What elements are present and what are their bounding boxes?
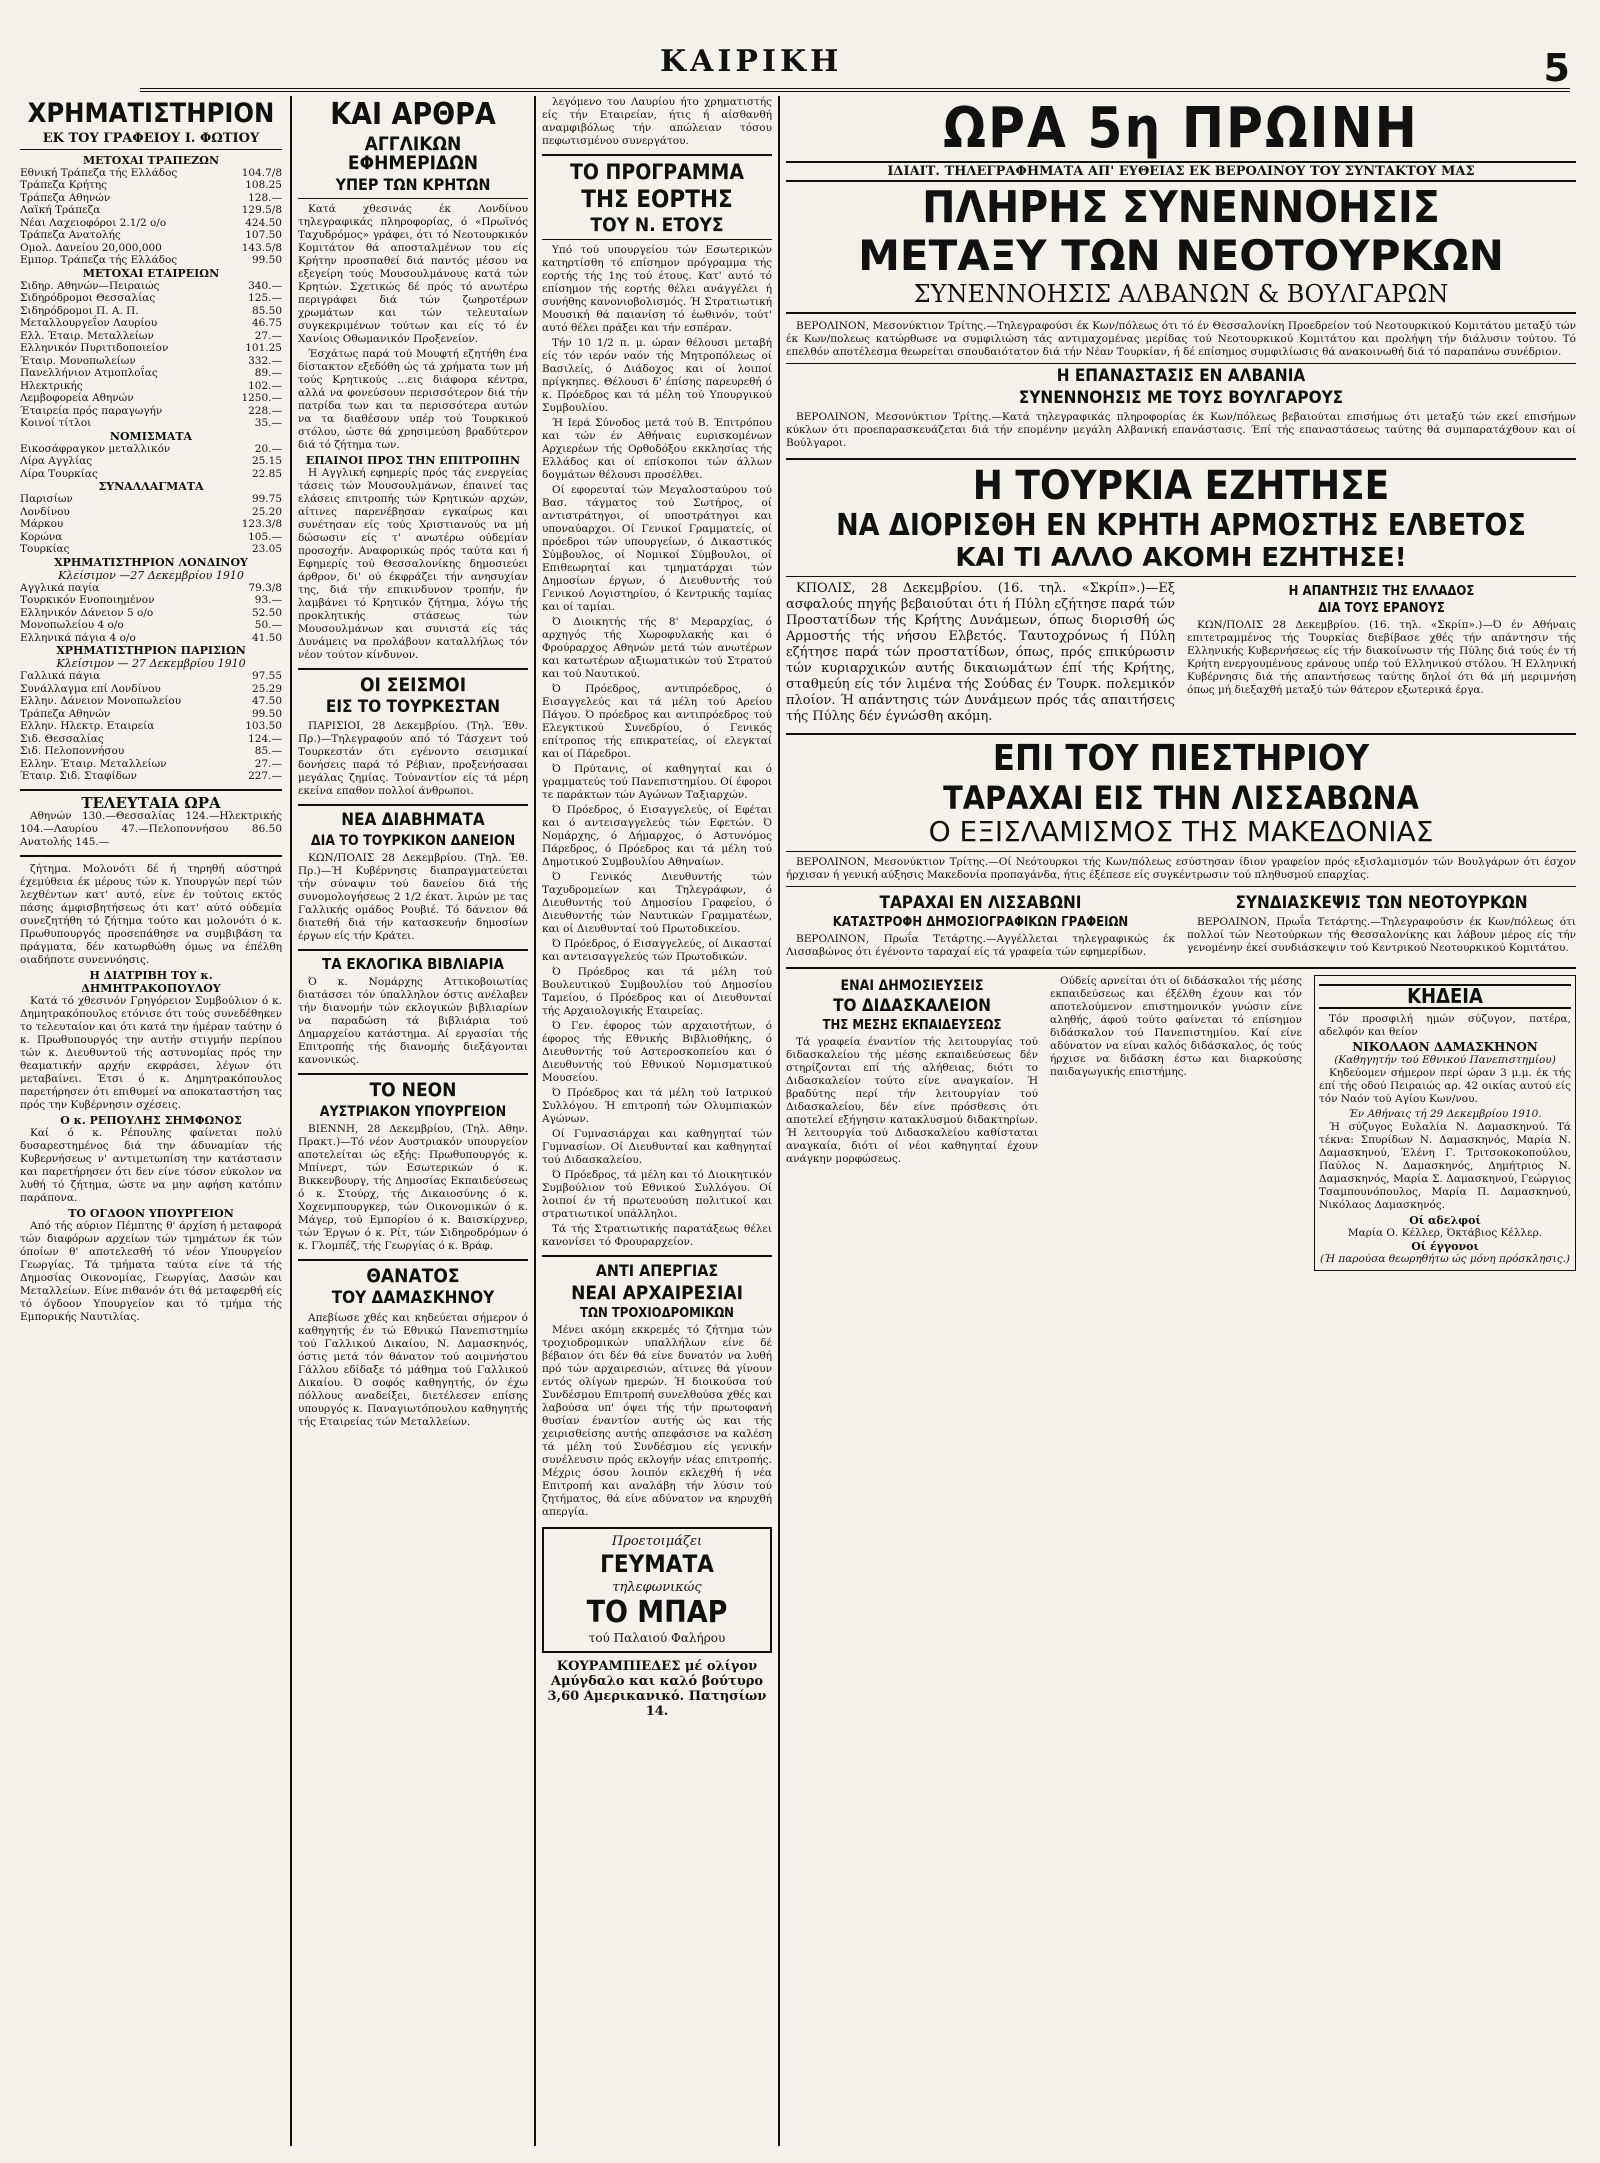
market-item-name: Σιδ. Θεσσαλίας bbox=[20, 732, 104, 745]
column-three bbox=[542, 96, 772, 2146]
market-item-name: Εικοσάφραγκον μεταλλικόν bbox=[20, 442, 171, 455]
market-item-name: Ομολ. Δανείου 20,000,000 bbox=[20, 241, 162, 254]
ad-line: Προετοιμάζει bbox=[611, 1534, 703, 1550]
article-text: Ό Πρύτανις, οί καθηγηταί και ό γραμματεύς τού Πανεπιστημίου. Οί έφοροι τε παράκτων τών Αγώνων Ταξιαρχών. bbox=[542, 763, 772, 802]
market-row bbox=[20, 745, 282, 758]
news-lisbon bbox=[786, 891, 1175, 962]
headline-teacher-school: ΤΟ ΔΙΔΑΣΚΑΛΕΙΟΝ bbox=[833, 995, 991, 1016]
article-text: Ό Πρόεδρος και τά μέλη τού Ιατρικού Συλλόγου. Ή επιτροπή τών Ολυμπιακών Αγώνων. bbox=[542, 1087, 772, 1126]
market-item-name: Ελληνικόν Πυριτιδοποιείον bbox=[20, 342, 169, 355]
market-row bbox=[20, 619, 282, 632]
headline-cretans: ΥΠΕΡ ΤΩΝ ΚΡΗΤΩΝ bbox=[335, 175, 491, 195]
article-text: Κατά τό χθεσινόν Γρηγόρειον Συμβούλιον ό κ. Δημητρακόπουλος ετόνισε ότι τούς συνεδέθηκεν το τελευταίον και ότι κατά την ήμέραν ταύτην ό κ. Πρωθυπουργός την αυτήν στιγμήν περίπου τών κ. Διευθυντοϋ τής αστυνομίας πρός την θεαματικήν αρχήν εκφράσει, λέγων ότι μεταβαίνει. Έτσι ό κ. Δημητρακόπουλος παρετήρησεν ότι επιθυμεί να αποκαταστήση τας πρός την Κυβέρνησιν σχέσεις. bbox=[20, 994, 282, 1111]
market-item-value: 25.29 bbox=[251, 682, 282, 695]
headline-tram-workers: ΤΩΝ ΤΡΟΧΙΟΔΡΟΜΙΚΩΝ bbox=[580, 1305, 734, 1321]
headline-earthquakes: ΟΙ ΣΕΙΣΜΟΙ bbox=[359, 673, 467, 696]
headline-on-press: ΕΠΙ ΤΟΥ ΠΙΕΣΤΗΡΙΟΥ bbox=[992, 737, 1370, 779]
article-text: Ό Πρόεδρος, ό Εισαγγελεύς, οί Δικασταί και αντεισαγγελεύς τών Πρωτοδικών. bbox=[542, 938, 772, 964]
market-item-name: Συνάλλαγμα επί Λονδίνου bbox=[20, 682, 161, 695]
market-row bbox=[20, 179, 282, 192]
obituary-family: Ή σύζυγος Ευλαλία Ν. Δαμασκηνού. Τά τέκνα: Σπυρίδων Ν. Δαμασκηνός, Μαρία Ν. Δαμασκηνού, Έλένη Γ. Τριτσοκοκοπούλου, Παύλος Ν. Δαμασκηνός, Δημήτριος Ν. Δαμασκηνός, Μαρία Σ. Δαμασκηνού, Γεώργιος Τσαμπουνόπουλος, Μαρία Π. Δαμασκηνού, Νικόλαος Δαμασκηνός. bbox=[1319, 1120, 1571, 1211]
article-text: ΒΕΡΟΛΙΝΟΝ, Πρωΐα Τετάρτης.—Τηλεγραφούσιν έκ Κων/πόλεως ότι πολλοί τών Νεοτούρκων τής Θεσσαλονίκης και λάβουν μέρος είς τήν γενομένην έκεί συνδιάσκεψιν τού Κεντρικού Νεοτουρκικού Κομιτάτου. bbox=[1187, 916, 1576, 955]
headline-new-elections: ΝΕΑΙ ΑΡΧΑΙΡΕΣΙΑΙ bbox=[571, 1281, 743, 1304]
article-text: Η Αγγλική εφημερίς πρός τάς ενεργείας τάσεις τών Μουσουλμάνων, έπαινεί τας ελάσεις επιτροπής τών Κρητικών αρχών, αίτινες παρενέβησαν εγκαίρως και συνέτησαν είς τούς Χριστιανούς να μή δώσωσιν είς τ' ανωτέρω ούδεμίαν προσοχήν. Αναφορικώς πρός ταύτα και ή Εφημερίς τού Θεσσαλονίκης δημοσιεύει άρθρον, δι' ού έκφράζει τήν ανησυχίαν της, διά τήν επικινδυνον τροπήν, ήν λαμβάνει τό Κρητικόν ζήτημα, λόγω τής προκλητικής στάσεως τών Μουσουλμάνων και συνιστά είς τάς Δυνάμεις να προλάβουν καταλλήλως τόν νέον τούτον κίνδυνον. bbox=[298, 466, 528, 661]
headline-full-agreement: ΠΛΗΡΗΣ ΣΥΝΕΝΝΟΗΣΙΣ bbox=[922, 182, 1440, 234]
market-item-name: Λίρα Αγγλίας bbox=[20, 455, 93, 468]
market-item-value: 103.50 bbox=[245, 720, 282, 733]
article-text: Οί Γυμνασιάρχαι και καθηγηταί τών Γυμνασίων. Οί Διευθυνταί και καθηγηταί τού Διδασκαλείου. bbox=[542, 1128, 772, 1167]
article-text: ΒΕΡΟΛΙΝΟΝ, Πρωΐα Τετάρτης.—Αγγέλλεται τηλεγραφικώς έκ Λισσαβώνος ότι έγένοντο ταραχαί είς τά γραφεία τών εφημερίδων. bbox=[786, 933, 1175, 959]
article-text: Ό Πρόεδρος, τά μέλη και τό Διοικητικόν Συμβούλιον τού Εθνικού Συλλόγου. Οί λοιποί έν τή πρωτευούση πολιτικοί και στρατιωτικοί υπάλληλοι. bbox=[542, 1169, 772, 1221]
market-item-name: Σιδηρ. Αθηνών—Πειραιώς bbox=[20, 279, 160, 292]
market-item-name: Έταιρεία πρός παραγωγήν bbox=[20, 404, 163, 417]
market-item-name: Σιδ. Πελοποννήσου bbox=[20, 745, 125, 758]
column-two bbox=[298, 96, 528, 2146]
market-row bbox=[20, 254, 282, 267]
news-row-1 bbox=[786, 320, 1576, 452]
article-text: Από τής αύριον Πέμπτης θ' άρχίση ή μεταφορά τών διαφόρων αρχείων τών τμημάτων έκ τών όποίων θ' αποτελεσθή τό νέον Υπουργείον Γεωργίας. Τά τμήματα ταύτα είνε τά τής Δημοσίας Οικονομίας, Γεωργίας, Δασών και Μεταλλείων. Είνε πιθανόν ότι θά μεταφερθή είς τό όγδοον Υπουργείον και τό τμήμα τής Εμπορικής Ναυτιλίας. bbox=[20, 1219, 282, 1323]
market-item-value: 27.— bbox=[254, 329, 282, 342]
article-text: Οί εφορευταί τών Μεγαλοσταύρου τού Βασ. τάγματος τού Σωτήρος, οί αντιστράτηγοι, οί υποστράτηγοι και υποναύαρχοι. Οί Γενικοί Γραμματείς, οί πρόεδροι τών υπουργείων, ό Δικαστικός Σύμβουλος, οί Νομικοί Σύμβουλοι, οί Επιθεωρηταί και τμηματάρχαι τών Δημοσίων έργων, ό Διευθυντής τού Γενικού Λογιστηρίου, ό Κεντρικής ταμίας και οί ταμίαι. bbox=[542, 484, 772, 614]
market-item-value: 125.— bbox=[248, 292, 282, 305]
last-hour-text: Αθηνών 130.—Θεσσαλίας 124.—Ηλεκτρικής 104.—Λαυρίου 47.—Πελοποννήσου 86.50 Ανατολής 145.— bbox=[20, 809, 282, 848]
headline-instead-strike: ΑΝΤΙ ΑΠΕΡΓΙΑΣ bbox=[595, 1261, 719, 1281]
market-item-name: Ελλην. Δάνειον Μονοπωλείου bbox=[20, 695, 182, 708]
masthead: ΚΑΙΡΙΚΗ bbox=[660, 44, 843, 79]
article-text: Έσχάτως παρά τού Μουφτή εζητήθη ένα δίστακτον εξεδόθη ώς τά χρήματα των μή τούς Κρητικούς ...εις διάφορα κέντρα, αλλά να φονεύσουν περισσότερον διά τήν πατρίδα των και τα περισσότερα αυτών να τα διαθέσουν υπέρ τού Τουρκικού στόλου, ώστε θά χρησιμεύση βραδύτερον διά τό ζήτημα των. bbox=[298, 347, 528, 451]
header-rule bbox=[140, 88, 1570, 92]
market-row bbox=[20, 443, 282, 456]
article-text: ΚΩΝ/ΠΟΛΙΣ 28 Δεκεμβρίου. (Τηλ. Έθ. Πρ.)—Ή Κυβέρνησις διαπραγματεύεται τήν σύναψιν τού δανείου διά τής συνομολογήσεως 2 1/2 έκατ. λιρών με τας Γαλλικής ομάδος Ρουβιέ. Τό δάνειον θά διατεθή διά τήν κατασκευήν δημοσίων έργων είς τήν Κράτει. bbox=[298, 851, 528, 942]
market-item-name: Ελληνικά πάγια 4 ο/ο bbox=[20, 631, 136, 644]
market-item-value: 47.50 bbox=[251, 695, 282, 708]
market-item-name: Νέαι Λαχειοφόροι 2.1/2 ο/ο bbox=[20, 216, 167, 229]
news-row-3 bbox=[786, 891, 1576, 962]
headline-conference: ΣΥΝΔΙΑΣΚΕΨΙΣ ΤΩΝ ΝΕΟΤΟΥΡΚΩΝ bbox=[1235, 892, 1528, 913]
article-text: Ό Γενικός Διευθυντής τών Ταχυδρομείων και Τηλεγράφων, ό Διευθυντής τού Δημοσίου Γραφείου, ό Διευθυντής τών Ναυτικών Γραμματέων, και οί Διευθυνταί τού Πρωτοδικείου. bbox=[542, 871, 772, 936]
exchange-list bbox=[20, 493, 282, 556]
market-item-value: 85.50 bbox=[251, 304, 282, 317]
market-item-value: 99.50 bbox=[251, 707, 282, 720]
article-text: Ό Πρόεδρος, ό Εισαγγελεύς, οί Εφέται και ό αντεισαγγελεύς τών Εφετών. Ό Νομάρχης, ό Δήμαρχος, ό Αστυνόμος Πάρεδρος, ό Πρόεδρος και τά μέλη τού Δημοτικού Συμβουλίου Αθηναίων. bbox=[542, 804, 772, 869]
article-text: Απεβίωσε χθές και κηδεύεται σήμερον ό καθηγητής έν τώ Εθνικώ Πανεπιστημίω τού Γαλλικού Δικαίου, Ν. Δαμασκηνός, όστις μετά τόν θάνατον τού αοιμνήστου Γάλλου εδίδαξε τό μάθημα τού Γαλλικού Δικαίου. Ό σοφός καθηγητής, όν έχω πόλλους αναδείξει, διετέλεσεν επίσης υπουργός κ. Παναγιωτόπουλου καθηγητής τής Εταιρείας τών Μεταλλείων. bbox=[298, 1311, 528, 1428]
market-item-value: 99.50 bbox=[251, 254, 282, 267]
section-company-shares: ΜΕΤΟΧΑΙ ΕΤΑΙΡΕΙΩΝ bbox=[82, 266, 220, 280]
market-item-value: 424.50 bbox=[245, 216, 282, 229]
stock-exchange-title: ΧΡΗΜΑΤΙΣΤΗΡΙΟΝ bbox=[27, 98, 275, 129]
headline-death: ΘΑΝΑΤΟΣ bbox=[366, 1264, 460, 1287]
market-item-name: Σιδηρόδρομοι Π. Α. Π. bbox=[20, 304, 139, 317]
market-item-name: Τράπεζα Αθηνών bbox=[20, 707, 111, 720]
article-text: λεγόμενο του Λαυρίου ήτο χρηματιστής είς τήν Εταιρείαν, ήτις ή αίσθανθή αναμφιβόλως τήν απώλειαν τόσου πεφωτισμένου συνεργάτου. bbox=[542, 96, 772, 147]
market-row bbox=[20, 695, 282, 708]
market-item-value: 227.— bbox=[248, 770, 282, 783]
market-item-value: 27.— bbox=[254, 757, 282, 770]
market-item-value: 102.— bbox=[248, 379, 282, 392]
obituary-date: Έν Αθήναις τή 29 Δεκεμβρίου 1910. bbox=[1348, 1107, 1542, 1120]
page-number: 5 bbox=[1543, 46, 1570, 90]
article-text: ΚΠΟΛΙΣ, 28 Δεκεμβρίου. (16. τηλ. «Σκρίπ».)—Εξ ασφαλούς πηγής βεβαιούται ότι ή Πύλη εζήτησε παρά τών Προστατίδων τής Κρήτης Δυνάμεων, όπως διορισθή ώς Αρμοστής τής νήσου Ελβετός. Ταυτοχρόνως ή Πύλη εζήτησε παρά τών προστατίδων, όπως, πρός επικύρωσιν τών κυριαρχικών αυτής δικαιωμάτων έπί τής Κρήτης, σταθμεύη είς τόν λιμένα τής Σούδας έν Τουρκ. πολεμικόν πλοίον. Ή απάντησις τών Δυνάμεων πρός τάς απαιτήσεις τής Πύλης δέν έγνώσθη ακόμη. bbox=[786, 580, 1175, 724]
market-item-value: 340.— bbox=[248, 279, 282, 292]
market-row bbox=[20, 518, 282, 531]
market-row bbox=[20, 317, 282, 330]
market-item-name: Λεμβοφορεία Αθηνών bbox=[20, 392, 134, 405]
ad-line: ΤΟ ΜΠΑΡ bbox=[586, 1594, 728, 1630]
market-row bbox=[20, 192, 282, 205]
market-item-name: Γαλλικά πάγια bbox=[20, 670, 101, 683]
market-item-value: 22.85 bbox=[251, 467, 282, 480]
headline-swiss-commissioner: ΝΑ ΔΙΟΡΙΣΘΗ ΕΝ ΚΡΗΤΗ ΑΡΜΟΣΤΗΣ ΕΛΒΕΤΟΣ bbox=[836, 507, 1526, 543]
market-item-value: 20.— bbox=[254, 442, 282, 455]
article-text: Τά τής Στρατιωτικής παρατάξεως θέλει κανονίσει τό Φρουραρχείον. bbox=[542, 1223, 772, 1249]
market-row bbox=[20, 167, 282, 180]
headline-programme: ΤΟ ΠΡΟΓΡΑΜΜΑ bbox=[570, 160, 744, 184]
london-list bbox=[20, 582, 282, 645]
headline-english-papers: ΑΓΓΛΙΚΩΝ ΕΦΗΜΕΡΙΔΩΝ bbox=[347, 132, 479, 174]
article-text: Ό Γεν. έφορος τών αρχαιοτήτων, ό έφορος τής Εθνικής Βιβλιοθήκης, ό Διευθυντής τού Αστεροσκοπείου και ό Διευθυντής τού Εθνικού Νομισματικού Μουσείου. bbox=[542, 1020, 772, 1085]
headline-albania-revolution: Η ΕΠΑΝΑΣΤΑΣΙΣ ΕΝ ΑΛΒΑΝΙΑ bbox=[1056, 366, 1306, 387]
market-item-name: Πανελλήνιον Ατμοπλοΐας bbox=[20, 367, 158, 380]
market-row bbox=[20, 392, 282, 405]
article-text: ΒΕΡΟΛΙΝΟΝ, Μεσονύκτιον Τρίτης.—Οί Νεότουρκοι τής Κων/πόλεως εσύστησαν ίδιον γραφείον πρός εξισλαμισμόν τών Βουλγάρων ότι έσχον ήρχισαν ή γενική αύξησις Μακεδονία προπαγάνδα, ήτις έξέπεσε είς συγκέντρωσιν τού πληθυσμού επαρχίας. bbox=[786, 855, 1576, 881]
obituary-notice bbox=[1314, 975, 1576, 1270]
news-kpolis bbox=[786, 581, 1175, 727]
article-text: Υπό τού υπουργείου τών Εσωτερικών κατηρτίσθη τό επίσημον πρόγραμμα τής εορτής τής 1ης τού έτους. Κατ' αυτό τό επίσημον τής εορτής θέλει ανάγγέλει ή συνήθης κανονιοβολισμός. Ή Στρατιωτική Μουσική θά παιανίση τό έωθινόν, τούτ' αυτό θέλει πράξει και τήν εσπέραν. bbox=[542, 244, 772, 335]
last-hour-title: ΤΕΛΕΥΤΑΙΑ ΩΡΑ bbox=[81, 793, 221, 812]
market-row bbox=[20, 380, 282, 393]
market-item-value: 25.20 bbox=[251, 505, 282, 518]
market-item-name: Έταιρ. Σιδ. Σταφίδων bbox=[20, 770, 137, 783]
column-main-news bbox=[786, 96, 1576, 2146]
market-item-name: Παρισίων bbox=[20, 493, 73, 506]
market-row bbox=[20, 594, 282, 607]
london-subtitle: Κλείσιμον —27 Δεκεμβρίου 1910 bbox=[58, 568, 244, 582]
section-praise: ΕΠΑΙΝΟΙ ΠΡΟΣ ΤΗΝ ΕΠΙΤΡΟΠΗΝ bbox=[305, 453, 521, 467]
market-item-name: Μεταλλουργεΐον Λαυρίου bbox=[20, 317, 158, 330]
paris-subtitle: Κλείσιμον — 27 Δεκεμβρίου 1910 bbox=[56, 657, 246, 671]
news-row-2 bbox=[786, 581, 1576, 727]
page-header bbox=[0, 0, 1600, 90]
section-dimitrakopoulos: Η ΔΙΑΤΡΙΒΗ ΤΟΥ κ. ΔΗΜΗΤΡΑΚΟΠΟΥΛΟΥ bbox=[81, 968, 221, 995]
market-row bbox=[20, 708, 282, 721]
article-text: Καί ό κ. Ρέπουλης φαίνεται πολύ δυσαρεστημένος διά την άδυναμίαν τής Κυβερνήσεως ν' αντιμετωπίση την κατάστασιν και παρετήρησεν ότι δεν είνε τόσον εύκολον να λυθή τό ζήτημα, ώστε να μην αφήση κατόπιν παράπονα. bbox=[20, 1126, 282, 1204]
market-row bbox=[20, 405, 282, 418]
ad-line: ΓΕΥΜΑΤΑ bbox=[600, 1550, 714, 1579]
subheadline-berlin: ΙΔΙΑΙΤ. ΤΗΛΕΓΡΑΦΗΜΑΤΑ ΑΠ' ΕΥΘΕΙΑΣ ΕΚ ΒΕΡΟΛΙΝΟΥ ΤΟΥ ΣΥΝΤΑΚΤΟΥ ΜΑΣ bbox=[786, 161, 1576, 182]
news-row-4 bbox=[786, 975, 1576, 1270]
market-item-value: 228.— bbox=[248, 404, 282, 417]
market-item-value: 99.75 bbox=[251, 493, 282, 506]
article-text: ΒΙΕΝΝΗ, 28 Δεκεμβρίου, (Τηλ. Αθην. Πρακτ.)—Τό νέον Αυστριακόν υπουργείον αποτελείται ώς εξής: Πρωθυπουργός κ. Μπίνερτ, τών Εσωτερικών ό κ. Βικκενβουργ, τής Δημοσίας Εκπαιδεύσεως ό κ. Στούρχ, τής Δικαιοσύνης ό κ. Χοχενμπουργκερ, τών Οικονομικών ό κ. Μάγερ, τού Εμπορίου ό κ. Βαισκίρχνερ, τών Έργων ό κ. Ρίτ, τών Σιδηροδρόμων ό κ. Γλομπέζ, τής Γεωργίας ό κ. Βράφ. bbox=[298, 1122, 528, 1252]
market-item-name: Αγγλικά παγία bbox=[20, 581, 100, 594]
headline-bulgarians: ΣΥΝΕΝΝΟΗΣΙΣ ΜΕ ΤΟΥΣ ΒΟΥΛΓΑΡΟΥΣ bbox=[1018, 387, 1344, 408]
market-row bbox=[20, 720, 282, 733]
market-item-value: 89.— bbox=[254, 367, 282, 380]
article-text: Ούδείς αρνείται ότι οί διδάσκαλοι τής μέσης εκπαιδεύσεως και έξέλθη έχουν και τόν αποτελούμενον επιστημονικόν γνώσιν είνε αληθής, άφού τούτο φαίνεται τό επίσημον διδάσκαλον τού Πανεπιστημίου. Καί είνε αδύνατον να είναι καλός διδάσκαλος, ός τούς ήρχισε να διδάσκη έστω και διαρκούσης παιδαγωγικής επιστήμης. bbox=[1050, 975, 1302, 1079]
obituary-siblings: Μαρία Ο. Κέλλερ, Όκτάβιος Κέλλερ. bbox=[1347, 1226, 1543, 1239]
market-item-value: 143.5/8 bbox=[241, 241, 282, 254]
section-eighth-ministry: ΤΟ ΟΓΔΟΟΝ ΥΠΟΥΡΓΕΙΟΝ bbox=[68, 1206, 234, 1220]
market-item-name: Εμπορ. Τράπεζα τής Ελλάδος bbox=[20, 254, 178, 267]
market-item-name: Λαϊκή Τράπεζα bbox=[20, 204, 101, 217]
obituary-text: Κηδεύομεν σήμερον περί ώραν 3 μ.μ. έκ τής επί τής οδού Πειραιώς αρ. 42 οικίας αυτού είς τόν Ναόν τού Αγίου Κων/νου. bbox=[1319, 1066, 1571, 1105]
market-row bbox=[20, 229, 282, 242]
headline-electoral-booklets: ΤΑ ΕΚΛΟΓΙΚΑ ΒΙΒΛΙΑΡΙΑ bbox=[322, 954, 504, 973]
headline-new-steps: ΝΕΑ ΔΙΑΒΗΜΑΤΑ bbox=[341, 810, 485, 831]
market-item-name: Ελλ. Έταιρ. Μεταλλείων bbox=[20, 329, 154, 342]
headline-albanians-bulgarians: ΣΥΝΕΝΝΟΗΣΙΣ ΑΛΒΑΝΩΝ & ΒΟΥΛΓΑΡΩΝ bbox=[913, 279, 1449, 308]
market-row bbox=[20, 733, 282, 746]
section-paris: ΧΡΗΜΑΤΙΣΤΗΡΙΟΝ ΠΑΡΙΣΙΩΝ bbox=[56, 644, 246, 658]
article-text: Ή Ιερά Σύνοδος μετά τού Β. Έπιτρόπου και τών έν Αθήναις ευρισκομένων Αρχιερέων τής Ορθοδόξου εκκλησίας τής Ελλάδος και οί επίσκοποι τών άλλων δογμάτων θέλουσι προσέλθει. bbox=[542, 417, 772, 482]
market-item-name: Λονδίνου bbox=[20, 505, 70, 518]
article-text: Ό Πρόεδρος και τά μέλη τού Βουλευτικού Συμβουλίου τού Δημοσίου Ταμείου, ό Πρόεδρος και οί Διευθυνταί τής Αρχαιολογικής Εταιρείας. bbox=[542, 966, 772, 1018]
ad-bar-faliro bbox=[542, 1527, 772, 1653]
section-repoulis: Ο κ. ΡΕΠΟΥΛΗΣ ΣΗΜΦΩΝΟΣ bbox=[60, 1113, 242, 1127]
market-row bbox=[20, 531, 282, 544]
market-item-value: 124.— bbox=[248, 732, 282, 745]
market-item-name: Εθνική Τράπεζα τής Ελλάδος bbox=[20, 166, 178, 179]
market-row bbox=[20, 355, 282, 368]
article-text: ΚΩΝ/ΠΟΛΙΣ 28 Δεκεμβρίου. (16. τηλ. «Σκρίπ».)—Ό έν Αθήναις επιτετραμμένος τής Τουρκίας διεβίβασε χθές τήν απάντησιν τής Ελληνικής Κυβερνήσεως είς τήν διακοίνωσιν τής Πύλης διά τούς έν τή Κρήτη ενεργουμένους εράνους υπέρ τού Ελληνικού στόλου. Ή Ελληνική Κυβέρνησις διά τής απαντήσεως ταύτης δηλοί ότι θά μή μεριμνήση όπως μή διεξαχθή μεταξύ τών θάτερον εξωτερικά έργα. bbox=[1187, 619, 1576, 697]
market-row bbox=[20, 493, 282, 506]
market-item-value: 50.— bbox=[254, 619, 282, 632]
market-item-name: Σιδηρόδρομοι Θεσσαλίας bbox=[20, 292, 156, 305]
headline-what-else: ΚΑΙ ΤΙ ΑΛΛΟ ΑΚΟΜΗ ΕΖΗΤΗΣΕ! bbox=[955, 543, 1407, 574]
market-item-value: 332.— bbox=[248, 354, 282, 367]
market-item-name: Τράπεζα Κρήτης bbox=[20, 179, 108, 192]
market-item-value: 35.— bbox=[254, 417, 282, 430]
headline-greek-answer: Η ΑΠΑΝΤΗΣΙΣ ΤΗΣ ΕΛΛΑΔΟΣ bbox=[1288, 583, 1475, 599]
market-item-value: 108.25 bbox=[245, 179, 282, 192]
market-item-value: 46.75 bbox=[251, 317, 282, 330]
article-text: Μένει ακόμη εκκρεμές τό ζήτημα τών τροχιοδρομικών υπαλλήλων είνε δέ βέβαιον ότι δέν θά είνε δυνατόν να λυθή πρό τών αρχαιρεσιών, αίτινες θά γίνουν εντός ολίγων ημερών. Ή διοικούσα τού Συνδέσμου Επιτροπή συνελθούσα χθές και λαβούσα υπ' όψει τής τήν πρωτοφανή θυσίαν έναντίον αυτής ώς και τής χειρισθείσης αυτής απεφάσισε να καλέση τά μέλη τού Συνδέσμου είς γενικήν συνέλευσιν πρός εκλογήν νέας επιτροπής. Μέχρις όσου λοιπόν εκλεχθή ή νέα Επιτροπή και αναλάβη τήν λύσιν τού ζητήματος, θά είνε αδύνατον να κηρυχθή απεργία. bbox=[542, 1324, 772, 1519]
market-row bbox=[20, 468, 282, 481]
market-row bbox=[20, 632, 282, 645]
market-item-value: 79.3/8 bbox=[248, 581, 282, 594]
market-item-name: Ελληνικόν Δάνειον 5 ο/ο bbox=[20, 606, 154, 619]
ad-line: τηλεφωνικώς bbox=[612, 1579, 702, 1595]
headline-5am: ΩΡΑ 5η ΠΡΩΙΝΗ bbox=[943, 96, 1419, 161]
article-text: Τήν 10 1/2 π. μ. ώραν θέλουσι μεταβή είς τόν ιερόν ναόν τής Μητροπόλεως οί Βασιλείς, ό Διάδοχος και οί λοιποί πρίγκηπες. Θέλουσι δ' έπίσης παρευρεθή ό κ. Πρόεδρος και τά μέλη τού Υπουργικού Συμβουλίου. bbox=[542, 337, 772, 415]
news-conference bbox=[1187, 891, 1576, 962]
market-row bbox=[20, 506, 282, 519]
stock-exchange-subtitle: ΕΚ ΤΟΥ ΓΡΑΦΕΙΟΥ Ι. ΦΩΤΙΟΥ bbox=[42, 130, 260, 146]
market-item-name: Μάρκου bbox=[20, 518, 64, 531]
obituary-name: ΝΙΚΟΛΑΟΝ ΔΑΜΑΣΚΗΝΟΝ bbox=[1352, 1039, 1538, 1054]
market-row bbox=[20, 242, 282, 255]
market-item-value: 101.25 bbox=[245, 342, 282, 355]
article-text: Ό Πρόεδρος, αντιπρόεδρος, ό Εισαγγελεύς και τά μέλη τού Αρείου Πάγου. Ό πρόεδρος και αντιπρόεδρος τού Ελεγκτικού Συνεδρίου, ό Γενικός επίτροπος τής επικρατείας, οί ελεγκταί και οί Πάρεδροι. bbox=[542, 683, 772, 761]
market-item-value: 105.— bbox=[248, 530, 282, 543]
headline-damaskinos: ΤΟΥ ΔΑΜΑΣΚΗΝΟΥ bbox=[331, 1288, 495, 1309]
market-item-value: 25.15 bbox=[251, 455, 282, 468]
obituary-role: (Καθηγητήν τού Εθνικού Πανεπιστημίου) bbox=[1334, 1053, 1556, 1066]
market-item-value: 52.50 bbox=[251, 606, 282, 619]
headline-celebration: ΤΗΣ ΕΟΡΤΗΣ bbox=[581, 185, 733, 214]
headline-press-offices: ΚΑΤΑΣΤΡΟΦΗ ΔΗΜΟΣΙΟΓΡΑΦΙΚΩΝ ΓΡΑΦΕΙΩΝ bbox=[832, 915, 1129, 931]
market-row bbox=[20, 280, 282, 293]
news-berlin-1 bbox=[786, 320, 1576, 452]
market-row bbox=[20, 670, 282, 683]
section-bank-shares: ΜΕΤΟΧΑΙ ΤΡΑΠΕΖΩΝ bbox=[82, 153, 219, 167]
article-text: ΒΕΡΟΛΙΝΟΝ, Μεσονύκτιον Τρίτης.—Τηλεγραφούσι έκ Κων/πόλεως ότι τό έν Θεσσαλονίκη Προεδρείον τού Νεοτουρκικού Κομιτάτου μεταξύ τών έκ Κων/πολεως κατώρθωσε να συμφιλιώση τάς αντιμαχομένας μερίδας τού Νεοτουρκικού Κομιτάτου και προλήψη τήν διάλυσιν τούτου. Τό επελθόν αποτέλεσμα θεωρείται σπουδαιότατον διά τήν Νέαν Τουρκίαν, ή δέ επίσημος συμφιλίωσις θά ανακοινωθή διά τό παραπάνω συνέδριον. bbox=[786, 320, 1576, 359]
ad-kourabiedes: ΚΟΥΡΑΜΠΙΕΔΕΣ μέ ολίγον Αμύγδαλο και καλό βούτυρο 3,60 Αμερικανικό. Πατησίων 14. bbox=[547, 1659, 767, 1720]
article-text: Ό Διοικητής τής 8' Μεραρχίας, ό αρχηγός τής Χωροφυλακής και ό Φρούραρχος Αθηνών μετά τών ανωτέρων και κατωτέρων αξιωματικών τού Στρατού και τού Ναυτικού. bbox=[542, 616, 772, 681]
obituary-title: ΚΗΔΕΙΑ bbox=[1319, 984, 1571, 1008]
headline-new: ΤΟ ΝΕΟΝ bbox=[369, 1079, 457, 1102]
market-item-name: Λίρα Τουρκίας bbox=[20, 467, 98, 480]
market-row bbox=[20, 305, 282, 318]
article-text: Τά γραφεία έναντίον τής λειτουργίας τού διδασκαλείου τής μέσης εκπαιδεύσεως δέν στηρίζονται επί τής αλήθειας, διότι το Διδασκαλείον τούτο είνε αναγκαίον. Ή βραδύτης περί τήν λειτουργίαν τού Διδασκαλείου, δέν είνε πρόσθεσις ότι αποτελεί εξήγησιν κατακλυσμού διδακτηρίων. Ή λειτουργία τού Διδασκαλείου καθίσταται αναγκαία, διότι οί νέοι καθηγηταί έχουν ανάγκην μορφώσεως. bbox=[786, 1036, 1038, 1166]
article-text: Ό κ. Νομάρχης Αττικοβοιωτίας διατάσσει τόν ύπαλληλον όστις ανέλαβεν τήν διανομήν τών εκλογικών βιβλιαρίων να παραδώση τά βιβλιάρια τού Δημαρχείου κατάστημα. Αί εργασίαι τής Επιτροπής τής διανομής διεξάγονται κανονικώς. bbox=[298, 976, 528, 1067]
paris-list bbox=[20, 670, 282, 783]
news-greek-answer bbox=[1187, 581, 1576, 727]
headline-turkestan: ΕΙΣ ΤΟ ΤΟΥΡΚΕΣΤΑΝ bbox=[325, 697, 501, 718]
market-item-value: 41.50 bbox=[251, 631, 282, 644]
market-row bbox=[20, 607, 282, 620]
market-row bbox=[20, 342, 282, 355]
section-currencies: ΝΟΜΙΣΜΑΤΑ bbox=[109, 429, 193, 443]
company-shares-list bbox=[20, 280, 282, 430]
section-london: ΧΡΗΜΑΤΙΣΤΗΡΙΟΝ ΛΟΝΔΙΝΟΥ bbox=[54, 555, 248, 569]
article-text: ζήτημα. Μολονότι δέ ή τηρηθή αύστηρά έχεμύθεια έκ μέρους τών κ. Υπουργών περί τών λεχθέντων κατ' αυτό, είνε έν τούτοις εκτός πάσης άμφισβητήσεως ότι κατ' αύτό ούδεμία συνεζητήθη τό ζήτημα τούτο και μολονότι ό κ. Πρωθυπουργός προσεπάθησε να συμβιβάση τα πράγματα, δέν κατωρθώθη όμως να έπέλθη οιαδήποτε συνεννόησις. bbox=[20, 862, 282, 966]
headline-publications: ΕΝΑΙ ΔΗΜΟΣΙΕΥΣΕΙΣ bbox=[840, 978, 984, 995]
market-row bbox=[20, 582, 282, 595]
market-row bbox=[20, 292, 282, 305]
market-item-name: Τουρκικόν Ενοποιημένον bbox=[20, 594, 155, 607]
headline-secondary-education: ΤΗΣ ΜΕΣΗΣ ΕΚΠΑΙΔΕΥΣΕΩΣ bbox=[822, 1017, 1002, 1033]
market-row bbox=[20, 543, 282, 556]
headline-lisbon: ΤΑΡΑΧΑΙ ΕΝ ΛΙΣΣΑΒΩΝΙ bbox=[879, 892, 1082, 913]
market-row bbox=[20, 217, 282, 230]
ad-line: τού Παλαιού Φαλήρου bbox=[588, 1631, 726, 1646]
market-item-value: 1250.— bbox=[241, 392, 282, 405]
headline-macedonia-islamization: Ο ΕΞΙΣΛΑΜΙΣΜΟΣ ΤΗΣ ΜΑΚΕΔΟΝΙΑΣ bbox=[928, 815, 1434, 849]
article-text: ΠΑΡΙΣΙΟΙ, 28 Δεκεμβρίου. (Τηλ. Έθν. Πρ.)—Τηλεγραφούν από τό Τάσχεντ τού Τουρκεστάν ότι εγένοντο σεισμικαί δονήσεις παρά τό Ρέβιαν, προξενήσασαι μεγάλας ζημίας. Τούναντίον είς τά μέρη εκείνα επαθον πολλοί άνθρωποι. bbox=[298, 720, 528, 798]
article-text: Κατά χθεσινάς έκ Λονδίνου τηλεγραφικάς πληροφορίας, ό «Πρωϊνός Ταχυδρόμος» γράφει, ότι τό Νεοτουρκικόν Κομιτάτον θά αποσταλμένων του είς Κρήτην προσπαθεί διά παντός μέσου να εξεγείρη τούς Μουσουλμάνους κατά τών Κρητών. Σχετικώς δέ πρός τό ανωτέρω περιγράφει διά τών ζωηροτέρων χρωμάτων και τών τελευταίων συγκεκριμένων τούτων και είς τό έν Χανίοις Οθωμανικόν Προξενείον. bbox=[298, 202, 528, 345]
bank-shares-list bbox=[20, 167, 282, 267]
market-item-name: Τουρκίας bbox=[20, 543, 70, 556]
currencies-list bbox=[20, 443, 282, 481]
market-row bbox=[20, 758, 282, 771]
news-teacher-school bbox=[786, 975, 1038, 1270]
market-item-value: 128.— bbox=[248, 191, 282, 204]
market-item-name: Ελλην. Έταιρ. Μεταλλείων bbox=[20, 757, 167, 770]
obituary-siblings-label: Οί αδελφοί bbox=[1409, 1213, 1481, 1227]
headline-articles: ΚΑΙ ΑΡΘΡΑ bbox=[330, 97, 496, 132]
section-exchange: ΣΥΝΑΛΛΑΓΜΑΤΑ bbox=[98, 480, 204, 494]
obituary-note: (Ή παρούσα θεωρηθήτω ώς μόνη πρόσκλησις.) bbox=[1319, 1252, 1571, 1265]
market-item-name: Τράπεζα Ανατολής bbox=[20, 229, 121, 242]
market-item-value: 129.5/8 bbox=[241, 204, 282, 217]
market-item-name: Τράπεζα Αθηνών bbox=[20, 191, 111, 204]
headline-turkish-loan: ΔΙΑ ΤΟ ΤΟΥΡΚΙΚΟΝ ΔΑΝΕΙΟΝ bbox=[310, 832, 516, 849]
market-item-value: 93.— bbox=[254, 594, 282, 607]
market-item-value: 123.3/8 bbox=[241, 518, 282, 531]
market-item-name: Έταιρ. Μονοπωλείων bbox=[20, 354, 136, 367]
market-item-value: 85.— bbox=[254, 745, 282, 758]
market-item-value: 23.05 bbox=[251, 543, 282, 556]
headline-young-turks: ΜΕΤΑΞΥ ΤΩΝ ΝΕΟΤΟΥΡΚΩΝ bbox=[858, 230, 1504, 280]
market-item-value: 104.7/8 bbox=[241, 166, 282, 179]
market-item-name: Ελλην. Ηλεκτρ. Εταιρεία bbox=[20, 720, 155, 733]
headline-austrian-ministry: ΑΥΣΤΡΙΑΚΟΝ ΥΠΟΥΡΓΕΙΟΝ bbox=[319, 1103, 507, 1120]
news-teacher-school-cont bbox=[1050, 975, 1302, 1270]
market-item-name: Κοινοί τίτλοι bbox=[20, 417, 92, 430]
market-row bbox=[20, 367, 282, 380]
market-row bbox=[20, 204, 282, 217]
market-row bbox=[20, 330, 282, 343]
obituary-grandchildren-label: Οί έγγονοι bbox=[1411, 1239, 1479, 1253]
headline-collections: ΔΙΑ ΤΟΥΣ ΕΡΑΝΟΥΣ bbox=[1318, 601, 1445, 617]
headline-new-year: ΤΟΥ Ν. ΕΤΟΥΣ bbox=[590, 213, 724, 236]
obituary-text: Τόν προσφιλή ημών σύζυγον, πατέρα, αδελφόν και θείον bbox=[1319, 1012, 1571, 1038]
market-row bbox=[20, 455, 282, 468]
market-item-name: Μονοπωλείου 4 ο/ο bbox=[20, 619, 124, 632]
market-item-name: Κορώνα bbox=[20, 530, 63, 543]
market-item-value: 107.50 bbox=[245, 229, 282, 242]
headline-turkey-asked: Η ΤΟΥΡΚΙΑ ΕΖΗΤΗΣΕ bbox=[972, 462, 1390, 509]
market-item-value: 97.55 bbox=[251, 670, 282, 683]
market-row bbox=[20, 683, 282, 696]
headline-lisbon-riots: ΤΑΡΑΧΑΙ ΕΙΣ ΤΗΝ ΛΙΣΣΑΒΩΝΑ bbox=[943, 778, 1419, 817]
market-item-name: Ηλεκτρικής bbox=[20, 379, 83, 392]
column-stock-exchange bbox=[20, 96, 282, 2146]
market-row bbox=[20, 770, 282, 783]
article-text: ΒΕΡΟΛΙΝΟΝ, Μεσονύκτιον Τρίτης.—Κατά τηλεγραφικάς πληροφορίας έκ Κων/πόλεως βεβαιούται επισήμως ότι μεταξύ τών εκεί επισήμων κύκλων ότι προεπαρασκευάζεται διά τήν επομένην μεγάλη Αλβανική επανάστασις. Έπί τής επαναστάσεως ταύτης θά συμπαρατάχθουν και οί Βούλγαροι. bbox=[786, 410, 1576, 449]
market-row bbox=[20, 417, 282, 430]
